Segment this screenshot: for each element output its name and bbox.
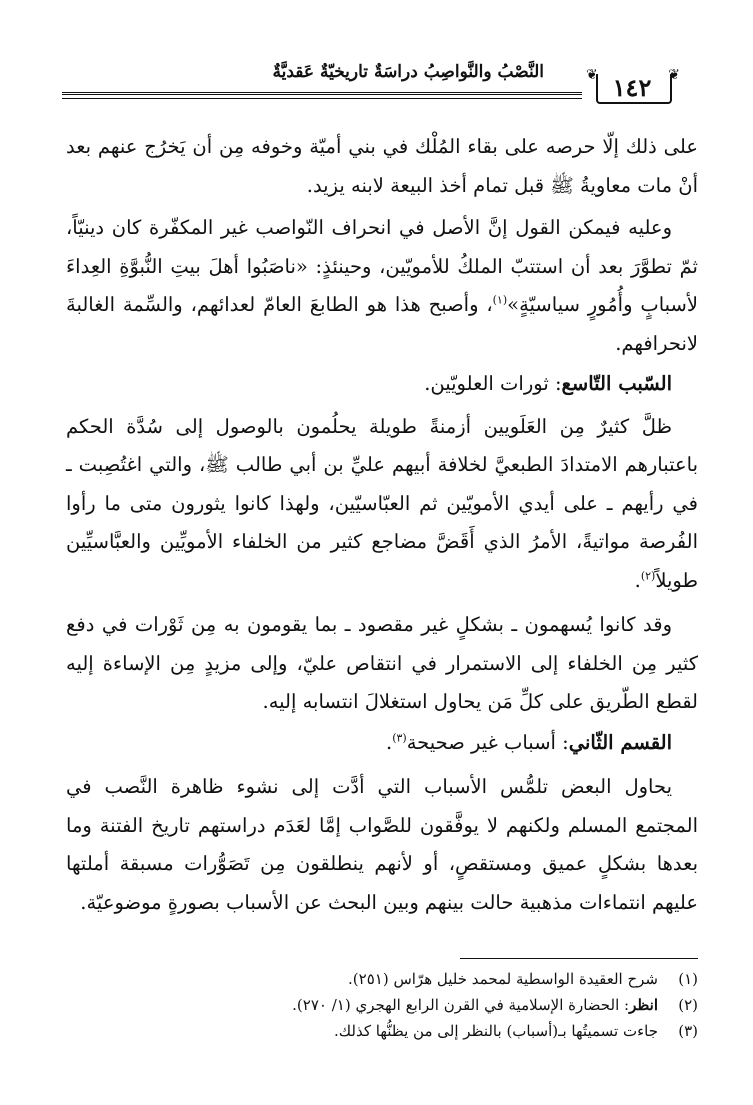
paragraph: وعليه فيمكن القول إنَّ الأصل في انحراف النّواصب غير المكفّرة كان دينيّاً، ثمّ تطوَّرَ بعد أن استتبّ الملكُ للأمويّين، وحينئذٍ: «ناصَبُوا أهلَ بيتِ النُّبوَّةِ العِداءَ لأسبابٍ وأُمُورٍ سياسيّةٍ»$^{(١)}$، وأصبح هذا هو الطابعَ العامّ لعدائهم، والسِّمة الغالبةَ لانحرافهم. [66,216,699,355]
paragraph: ظلَّ كثيرٌ مِن العَلَويين أزمنةً طويلة يحلُمون بالوصول إلى سُدَّة الحكم باعتبارهم الامتدادَ الطبعيَّ لخلافة أبيهم عليِّ بن أبي طالب ﷺ، والتي اغتُصِبت ـ في رأيهم ـ على أيدي الأمويّين ثم العبّاسيّين، ولهذا كانوا يثورون متى ما رأوا الفُرصة مواتيةً، الأمرُ الذي أَقَضَّ مضاجع كثير من الخلفاء الأمويِّين والعبَّاسيِّين طويلاً$^{(٢)}$. [66,414,698,592]
section-heading: السّبب التّاسع: ثورات العلويّين. [424,372,672,395]
footnotes [66,966,698,1044]
footnote-ref: (١) [492,293,508,307]
footnote-ref: (٢) [640,569,656,582]
heading-label: السّبب التّاسع [561,372,672,395]
paragraph: على ذلك إلّا حرصه على بقاء المُلْك في بني أميّة وخوفه مِن أن يَخرُج عنهم بعد أنْ مات معاويةُ ﷺ قبل تمام أخذ البيعة لابنه يزيد. [66,135,698,197]
footnote: (٣)جاءت تسميتُها بـ(أسباب) بالنظر إلى من يظنُّها كذلك. [334,1022,698,1040]
footnote-ref: (٣) [392,731,407,744]
footnote: (١)شرح العقيدة الواسطية لمحمد خليل هرّاس (٢٥١). [348,970,698,988]
footnote-separator [460,958,698,959]
header-title: النَّصْبُ والنَّواصِبُ دراسَةٌ تاريخيّةٌ عَقديَّةٌ [272,62,544,82]
paragraph: وقد كانوا يُسهمون ـ بشكلٍ غير مقصود ـ بما يقومون به مِن ثَوْرات في دفع كثير مِن الخلفاء إلى الاستمرار في انتقاص عليّ، وإلى مزيدٍ مِن الإساءة إليه لقطع الطّريق على كلِّ مَن يحاول استغلالَ انتسابه إليه. [66,613,698,713]
header-rule-thin [62,98,582,99]
page-number: ١٤٢ [612,73,652,102]
section-heading: القسم الثّاني: أسباب غير صحيحة$^{(٣)}$. [385,730,672,754]
ornament-left-icon: ❦ [586,67,598,83]
footnote: (٢)انظر: الحضارة الإسلامية في القرن الرابع الهجري (١/ ٢٧٠). [292,996,698,1014]
page-number-box [582,68,694,102]
ornament-right-icon: ❦ [668,67,680,83]
running-header [62,58,694,110]
main-text [66,128,698,922]
heading-label: القسم الثّاني [568,730,672,754]
paragraph: يحاول البعض تلمُّس الأسباب التي أدَّت إلى نشوء ظاهرة النَّصب في المجتمع المسلم ولكنهم لا يوفَّقون للصَّواب إمَّا لعَدَم دراستهم تاريخ الفتنة وما بعدها بشكلٍ عميق ومستقصٍ، أو لأنهم ينطلقون مِن تَصَوُّرات مسبقة أملتها عليهم انتماءات مذهبية حالت بينهم وبين البحث عن الأسباب بصورةٍ موضوعيّة. [66,775,698,914]
header-rule [62,92,582,95]
